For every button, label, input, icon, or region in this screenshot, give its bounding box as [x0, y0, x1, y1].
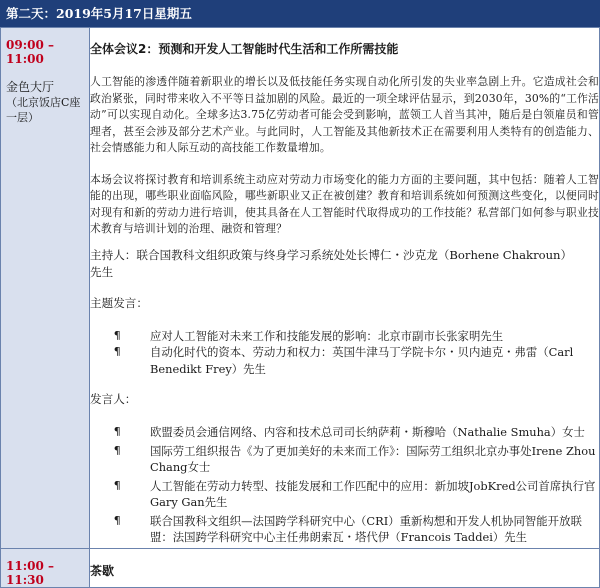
session-time: 09:00 – 11:00: [6, 38, 55, 66]
venue-detail-line-2: 一层）: [6, 111, 39, 124]
list-item: [90, 478, 599, 511]
list-item: [90, 344, 599, 377]
list-item: [90, 513, 599, 546]
speaker-text: 人工智能在劳动力转型、技能发展和工作匹配中的应用：新加坡JobKred公司首席执行官Gary Gan先生: [150, 478, 596, 509]
bullet-icon: ¶: [114, 478, 121, 492]
moderator-line-continued: 先生: [90, 264, 114, 279]
list-item: [90, 424, 599, 441]
bullet-icon: ¶: [114, 425, 121, 438]
speaker-text: 欧盟委员会通信网络、内容和技术总司司长纳萨莉・斯穆哈（Nathalie Smuha）女士: [150, 425, 585, 439]
venue-detail-line-1: （北京饭店C座: [6, 96, 81, 109]
session-row: [1, 28, 600, 549]
bullet-icon: ¶: [114, 513, 121, 527]
list-item: [90, 328, 599, 345]
bullet-icon: ¶: [114, 345, 121, 358]
list-item: [90, 443, 599, 476]
session-time: 11:00 – 11:30: [6, 558, 55, 587]
session-title: 茶歇: [90, 563, 115, 578]
speakers-label: 发言人：: [90, 392, 137, 406]
session-title: 全体会议2：预测和开发人工智能时代生活和工作所需技能: [90, 42, 399, 56]
speaker-text: 国际劳工组织报告《为了更加美好的未来而工作》：国际劳工组织北京办事处Irene Zhou Chang女士: [150, 443, 596, 474]
session-row: [1, 548, 600, 587]
time-cell: [1, 28, 90, 549]
session-content: [90, 548, 600, 587]
session-content: [90, 28, 600, 549]
speaker-list: [90, 424, 599, 546]
schedule-table: [0, 27, 600, 588]
moderator-line: 主持人：联合国教科文组织政策与终身学习系统处处长博仁・沙克龙（Borhene Chakroun）: [90, 247, 573, 262]
speaker-text: 联合国教科文组织—法国跨学科研究中心（CRI）重新构想和开发人机协同智能开放联盟：法国跨学科研究中心主任弗朗索瓦・塔代伊（Francois Taddei）先生: [150, 513, 582, 544]
venue-name: 金色大厅: [6, 80, 55, 94]
day-header: 第二天：2019年5月17日星期五: [0, 0, 600, 27]
questions-paragraph: 本场会议将探讨教育和培训系统主动应对劳动力市场变化的能力方面的主要问题，其中包括：随着人工智能的出现，哪些职业面临风险，哪些新职业又正在被创建？教育和培训系统如何预测这些变化，以便同时对现有和新的劳动力进行培训，使其具备在人工智能时代取得成功的工作技能？私营部门如何参与职业技术教育与培训计划的治理、融资和管理？: [90, 172, 599, 235]
keynote-text: 自动化时代的资本、劳动力和权力：英国牛津马丁学院卡尔・贝内迪克・弗雷（Carl Benedikt Frey）先生: [150, 345, 574, 376]
keynote-text: 应对人工智能对未来工作和技能发展的影响：北京市副市长张家明先生: [150, 328, 504, 343]
intro-paragraph: 人工智能的渗透伴随着新职业的增长以及低技能任务实现自动化所引发的失业率急剧上升。它造成社会和政治紧张，同时带来收入不平等日益加剧的风险。最近的一项全球评估显示，到2030年，30%的“工作活动”可以实现自动化。全球多达3.75亿劳动者可能会受到影响，蓝领工人首当其冲，随后是白领雇员和管理者，甚至会涉及部分艺术产业。与此同时，人工智能及其他新技术正在需要利用人类特有的创造能力、社会情感能力和人际互动的高技能工作数量增加。: [90, 75, 599, 154]
keynote-label: 主题发言：: [90, 295, 148, 310]
time-cell: [1, 548, 90, 587]
keynote-list: [90, 328, 599, 378]
bullet-icon: ¶: [114, 443, 121, 457]
bullet-icon: ¶: [114, 328, 121, 342]
